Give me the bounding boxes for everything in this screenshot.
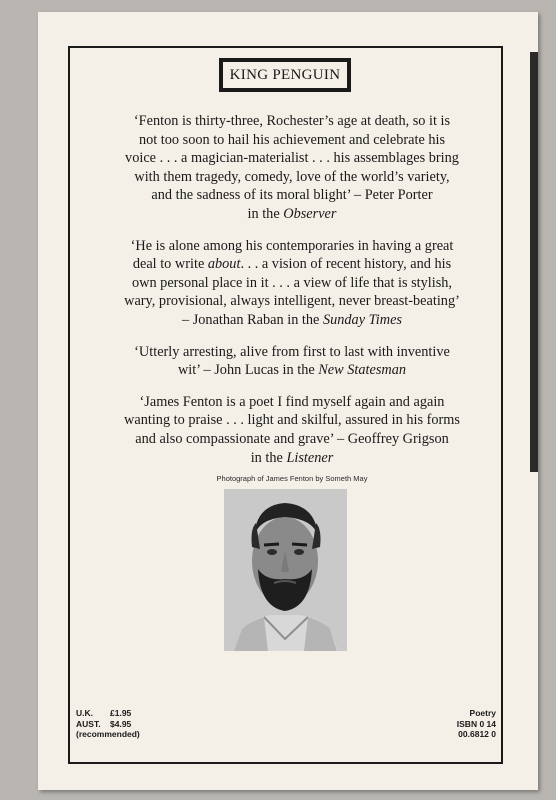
review-quote-1 xyxy=(96,112,488,224)
isbn-line: 00.6812 0 xyxy=(458,729,496,739)
author-portrait-illustration xyxy=(224,489,347,651)
price-value: $4.95 xyxy=(110,718,132,729)
quote-line: wary, provisional, always intelligent, never breast-beating’ xyxy=(124,293,460,310)
quote-line: own personal place in it . . . a view of life that is stylish, xyxy=(131,274,453,291)
quote-line: wanting to praise . . . light and skilful, assured in his forms xyxy=(124,412,460,429)
isbn-line: ISBN 0 14 xyxy=(456,718,496,729)
publisher-label: KING PENGUIN xyxy=(222,61,348,89)
book-back-cover xyxy=(38,12,538,790)
quote-source: in the xyxy=(247,205,284,222)
price-region-label: AUST. xyxy=(76,718,101,729)
review-quote-4 xyxy=(96,393,488,467)
quote-source: – Jonathan Raban in the xyxy=(182,311,323,328)
quote-line: ‘Utterly arresting, alive from first to last with inventive xyxy=(134,343,450,360)
cover-edge-shadow xyxy=(530,52,538,472)
quote-line: . . . a vision of recent history, and his xyxy=(240,256,452,273)
isbn-block xyxy=(457,708,496,740)
price-region-label: U.K. xyxy=(76,708,93,718)
quote-publication: Sunday Times xyxy=(322,311,402,328)
quote-line: ‘Fenton is thirty-three, Rochester’s age at death, so it is xyxy=(133,113,451,129)
quote-line: with them tragedy, comedy, love of the world’s variety, xyxy=(134,168,450,185)
quote-line: ‘James Fenton is a poet I find myself again and again xyxy=(139,393,445,410)
quote-publication: Observer xyxy=(283,205,337,222)
review-quotes xyxy=(96,112,488,480)
price-note: (recommended) xyxy=(76,729,140,739)
author-photo xyxy=(224,489,347,651)
quote-line: ‘He is alone among his contemporaries in having a great xyxy=(130,237,454,254)
quote-emphasis: about xyxy=(207,256,241,273)
quote-line: and also compassionate and grave’ – Geoffrey Grigson xyxy=(135,430,449,447)
quote-source: in the xyxy=(250,449,287,466)
quote-publication: New Statesman xyxy=(318,362,407,379)
quote-publication: Listener xyxy=(286,449,334,466)
quote-line: deal to write xyxy=(132,256,208,273)
publisher-logo xyxy=(219,58,351,92)
quote-line: voice . . . a magician-materialist . . . his assemblages bring xyxy=(125,150,459,167)
review-quote-2 xyxy=(96,237,488,330)
price-value: £1.95 xyxy=(110,708,132,718)
category-label: Poetry xyxy=(469,708,496,718)
review-quote-3 xyxy=(96,343,488,380)
photo-caption: Photograph of James Fenton by Someth May xyxy=(216,474,368,483)
quote-source: wit’ – John Lucas in the xyxy=(177,362,319,379)
price-block xyxy=(76,708,140,740)
quote-line: and the sadness of its moral blight’ – Peter Porter xyxy=(151,187,433,204)
quote-line: not too soon to hail his achievement and celebrate his xyxy=(138,131,446,148)
